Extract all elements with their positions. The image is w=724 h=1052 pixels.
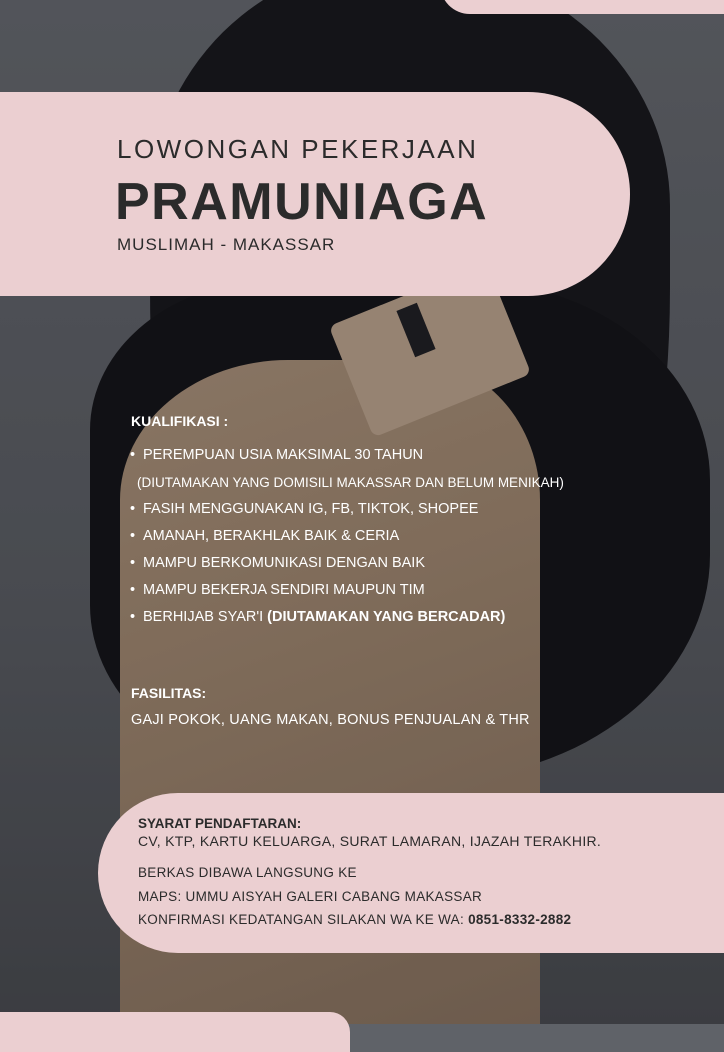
registration-heading: SYARAT PENDAFTARAN: <box>138 816 302 831</box>
qualifications-list <box>131 442 564 631</box>
facilities-text: GAJI POKOK, UANG MAKAN, BONUS PENJUALAN & THR <box>131 712 530 728</box>
header-line: LOWONGAN PEKERJAAN <box>117 134 479 164</box>
top-corner-shape <box>440 0 724 14</box>
list-item: • PEREMPUAN USIA MAKSIMAL 30 TAHUN <box>131 442 564 469</box>
list-item-emphasis: (DIUTAMAKAN YANG BERCADAR) <box>267 609 506 625</box>
list-item-text: BERHIJAB SYAR'I <box>143 609 268 625</box>
list-item: • FASIH MENGGUNAKAN IG, FB, TIKTOK, SHOPEE <box>131 496 564 523</box>
list-item: • AMANAH, BERAKHLAK BAIK & CERIA <box>131 523 564 550</box>
contact-line <box>138 912 571 927</box>
contact-prefix: KONFIRMASI KEDATANGAN SILAKAN WA KE WA: <box>138 912 469 927</box>
bottom-corner-shape <box>0 1012 350 1052</box>
location-text: MAPS: UMMU AISYAH GALERI CABANG MAKASSAR <box>138 889 483 904</box>
delivery-instruction: BERKAS DIBAWA LANGSUNG KE <box>138 865 357 880</box>
qualifications-heading: KUALIFIKASI : <box>131 413 229 429</box>
list-item <box>131 604 564 631</box>
page-title: PRAMUNIAGA <box>115 173 489 231</box>
phone-number: 0851-8332-2882 <box>468 912 572 927</box>
list-item: • MAMPU BEKERJA SENDIRI MAUPUN TIM <box>131 577 564 604</box>
facilities-heading: FASILITAS: <box>131 685 207 701</box>
page-subtitle: MUSLIMAH - MAKASSAR <box>117 235 336 254</box>
list-item: • MAMPU BERKOMUNIKASI DENGAN BAIK <box>131 550 564 577</box>
registration-documents: CV, KTP, KARTU KELUARGA, SURAT LAMARAN, IJAZAH TERAKHIR. <box>138 833 602 849</box>
list-item-note: (DIUTAMAKAN YANG DOMISILI MAKASSAR DAN BELUM MENIKAH) <box>137 475 564 490</box>
